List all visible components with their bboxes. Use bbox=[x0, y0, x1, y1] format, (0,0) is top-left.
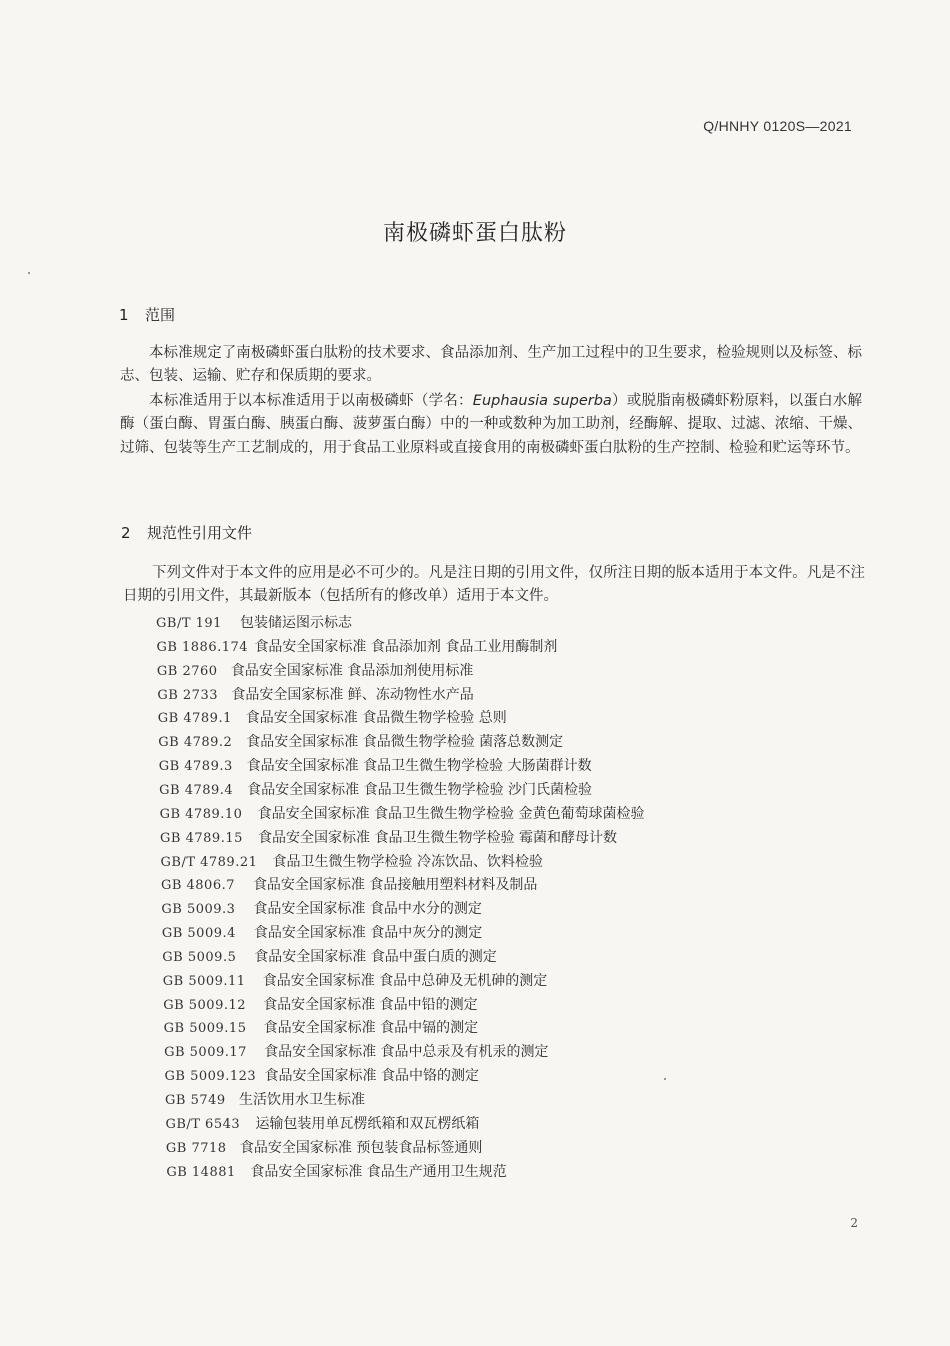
reference-code: GB 5009.11 bbox=[162, 973, 246, 989]
reference-title: 食品安全国家标准 食品生产通用卫生规范 bbox=[250, 1163, 507, 1180]
reference-code: GB 5009.17 bbox=[164, 1045, 247, 1061]
reference-title: 食品安全国家标准 食品接触用塑料材料及制品 bbox=[252, 877, 538, 894]
reference-code: GB 5009.4 bbox=[161, 926, 236, 942]
reference-item bbox=[164, 1041, 548, 1061]
reference-code: GB 4806.7 bbox=[160, 878, 235, 894]
reference-title: 食品安全国家标准 食品中总砷及无机砷的测定 bbox=[262, 972, 548, 989]
species-latin-name: Euphausia superba bbox=[472, 393, 612, 409]
reference-item bbox=[163, 994, 477, 1014]
reference-title: 食品安全国家标准 食品添加剂使用标准 bbox=[230, 662, 474, 679]
reference-title: 食品安全国家标准 食品卫生微生物学检验 霉菌和酵母计数 bbox=[258, 829, 617, 846]
reference-item bbox=[157, 684, 473, 704]
reference-title: 食品安全国家标准 食品微生物学检验 菌落总数测定 bbox=[246, 734, 564, 751]
reference-code: GB 4789.10 bbox=[159, 806, 243, 822]
section-2-heading bbox=[121, 522, 252, 543]
reference-code: GB 4789.4 bbox=[159, 782, 234, 798]
section-1-number: 1 bbox=[119, 306, 129, 324]
reference-title: 食品安全国家标准 食品微生物学检验 总则 bbox=[245, 710, 507, 727]
section-1-heading bbox=[119, 304, 175, 325]
reference-item bbox=[159, 755, 592, 775]
reference-title: 食品卫生微生物学检验 冷冻饮品、饮料检验 bbox=[272, 853, 543, 870]
paragraph-2-text-end: ）或脱脂南极磷虾粉原料，以蛋白水解酶（蛋白酶、胃蛋白酶、胰蛋白酶、菠萝蛋白酶）中的一种或数种为加工助剂，经酶解、提取、过滤、浓缩、干燥、过筛、包装等生产工艺制成的，用于食品工业原料或直接食用的南极磷虾蛋白肽粉的生产控制、检验和贮运等环节。 bbox=[120, 393, 863, 456]
reference-item bbox=[165, 1089, 365, 1109]
reference-title: 食品安全国家标准 食品中蛋白质的测定 bbox=[254, 948, 497, 965]
reference-code: GB 5009.12 bbox=[163, 997, 247, 1013]
reference-item bbox=[162, 922, 482, 942]
reference-item bbox=[165, 1065, 479, 1085]
reference-item bbox=[160, 803, 645, 823]
reference-item bbox=[166, 1137, 482, 1157]
reference-code: GB 5009.15 bbox=[163, 1021, 247, 1037]
reference-item bbox=[166, 1161, 506, 1181]
reference-code: GB 5009.3 bbox=[161, 902, 236, 918]
paragraph-2-text-start: 本标准适用于以本标准适用于以南极磷虾（学名： bbox=[149, 393, 473, 409]
reference-code: GB 14881 bbox=[166, 1164, 236, 1180]
reference-title: 食品安全国家标准 食品中总汞及有机汞的测定 bbox=[264, 1044, 549, 1061]
scan-speck bbox=[28, 272, 30, 274]
reference-title: 食品安全国家标准 食品中水分的测定 bbox=[253, 901, 482, 918]
reference-item bbox=[157, 660, 473, 680]
reference-code: GB 2760 bbox=[156, 663, 218, 679]
document-title: 南极磷虾蛋白肽粉 bbox=[382, 221, 567, 246]
page-number: 2 bbox=[850, 1216, 858, 1230]
section-2-number: 2 bbox=[121, 524, 131, 542]
reference-title: 包装储运图示标志 bbox=[240, 615, 352, 631]
reference-code: GB 7718 bbox=[165, 1140, 227, 1156]
reference-item bbox=[160, 827, 617, 847]
reference-code: GB 4789.2 bbox=[158, 735, 233, 751]
reference-item bbox=[156, 636, 557, 656]
reference-title: 食品安全国家标准 食品添加剂 食品工业用酶制剂 bbox=[254, 638, 558, 655]
section-1-paragraph-2 bbox=[120, 390, 862, 460]
reference-title: 食品安全国家标准 食品卫生微生物学检验 大肠菌群计数 bbox=[246, 758, 592, 775]
reference-code: GB 5749 bbox=[165, 1093, 226, 1108]
reference-code: GB/T 4789.21 bbox=[160, 854, 258, 870]
reference-item bbox=[165, 1113, 479, 1133]
reference-title: 生活饮用水卫生标准 bbox=[239, 1092, 365, 1108]
reference-item bbox=[163, 970, 547, 990]
reference-title: 运输包装用单瓦楞纸箱和双瓦楞纸箱 bbox=[255, 1115, 480, 1132]
reference-code: GB 5009.123 bbox=[164, 1069, 257, 1085]
reference-title: 食品安全国家标准 预包装食品标签通则 bbox=[239, 1139, 483, 1156]
section-2-intro: 下列文件对于本文件的应用是必不可少的。凡是注日期的引用文件，仅所注日期的版本适用于本文件。凡是不注日期的引用文件，其最新版本（包括所有的修改单）适用于本文件。 bbox=[123, 565, 865, 605]
reference-code: GB 4789.15 bbox=[160, 830, 243, 846]
reference-item bbox=[156, 612, 352, 632]
reference-item bbox=[161, 851, 543, 871]
reference-title: 食品安全国家标准 食品中镉的测定 bbox=[263, 1020, 479, 1037]
reference-code: GB 4789.1 bbox=[157, 711, 232, 727]
reference-code: GB 2733 bbox=[157, 687, 218, 703]
reference-item bbox=[161, 898, 481, 918]
reference-title: 食品安全国家标准 鲜、冻动物性水产品 bbox=[231, 686, 474, 703]
reference-title: 食品安全国家标准 食品中铬的测定 bbox=[264, 1068, 479, 1085]
reference-code: GB 5009.5 bbox=[162, 949, 237, 965]
reference-item bbox=[161, 874, 537, 894]
section-1-title: 范围 bbox=[145, 306, 176, 324]
reference-item bbox=[159, 779, 592, 799]
reference-code: GB 1886.174 bbox=[156, 639, 249, 655]
reference-item bbox=[164, 1017, 478, 1037]
reference-item bbox=[162, 946, 496, 966]
reference-code: GB/T 6543 bbox=[165, 1116, 241, 1132]
reference-code: GB/T 191 bbox=[156, 616, 222, 631]
reference-title: 食品安全国家标准 食品卫生微生物学检验 沙门氏菌检验 bbox=[247, 781, 593, 798]
reference-code: GB 4789.3 bbox=[158, 759, 233, 775]
document-code: Q/HNHY 0120S—2021 bbox=[703, 118, 852, 134]
reference-item bbox=[158, 707, 507, 727]
reference-title: 食品安全国家标准 食品卫生微生物学检验 金黄色葡萄球菌检验 bbox=[257, 805, 645, 822]
section-1-paragraph-1: 本标准规定了南极磷虾蛋白肽粉的技术要求、食品添加剂、生产加工过程中的卫生要求，检验规则以及标签、标志、包装、运输、贮存和保质期的要求。 bbox=[120, 345, 862, 385]
reference-title: 食品安全国家标准 食品中灰分的测定 bbox=[253, 925, 483, 942]
reference-title: 食品安全国家标准 食品中铅的测定 bbox=[263, 996, 478, 1013]
section-2-title: 规范性引用文件 bbox=[147, 524, 253, 542]
scan-speck bbox=[664, 1078, 666, 1080]
reference-item bbox=[158, 731, 563, 751]
